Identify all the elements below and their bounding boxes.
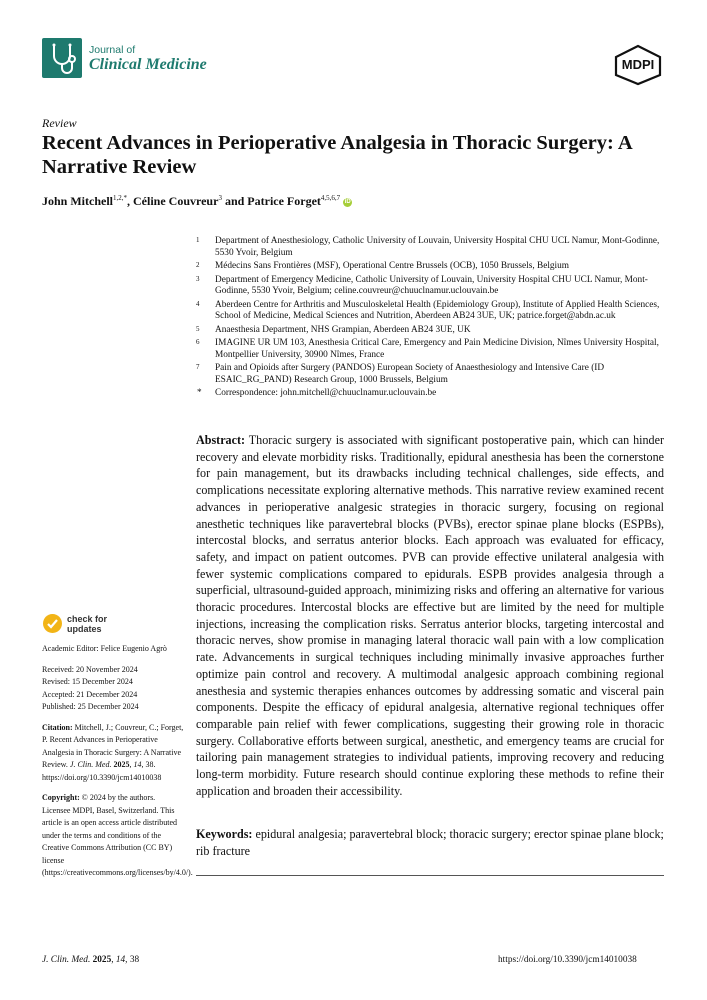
affiliation-item: 4 Aberdeen Centre for Arthritis and Musculoskeletal Health (Epidemiology Group), Institute of Applied Health Sciences, School of Medicine, Medical Sciences and Nutrition, Aberdeen AB24 3UE, UK; patrice.forget@abdn.ac.uk [196,299,660,321]
author-superscript: 4,5,6,7 [320,194,341,202]
author-name: Céline Couvreur [133,194,219,208]
citation: Citation: Mitchell, J.; Couvreur, C.; Forget, P. Recent Advances in Perioperative Analgesia in Thoracic Surgery: A Narrative Review. J. Clin. Med. 2025, 14, 38. https://doi.org/10.3390/jcm14010038 [42,722,184,782]
abstract-text: Thoracic surgery is associated with significant postoperative pain, which can hinder recovery and elevate morbidity risks. Traditionally, epidural anesthesia has been the cornerstone for pain management, but its drawbacks including technical challenges, side effects, and complications necessitate exploring alternative methods. This narrative review examined recent advances in perioperative analgesic strategies in thoracic surgery, focusing on regional anesthetic techniques like paravertebral blocks (PVBs), erector spinae plane blocks (ESPBs), intercostal blocks, and serratus anterior blocks. Each approach was evaluated for efficacy, safety, and impact on patient outcomes. PVB can provide effective unilateral analgesia with fewer systemic complications compared to epidurals. ESPB provides analgesia through a superficial, ultrasound-guided approach, minimizing risks and offering an alternative for various thoracic procedures. Intercostal blocks are effective but are limited by the need for multiple injections, increasing the complication risks. Serratus anterior blocks, targeting intercostal and thoracic nerves, show promise in managing lateral thoracic wall pain with a low complication rate. Advancements in surgical techniques including minimally invasive approaches further optimize pain control and recovery. A multimodal analgesic approach combining regional anesthesia and systemic therapies enhances outcomes by addressing somatic and visceral pain components. Despite the efficacy of epidural analgesia, alternative regional techniques offer comparable pain relief with fewer complications, suggesting their growing role in thoracic surgery. Collaborative efforts between surgical, anesthetic, and emergency teams are crucial for tailoring pain management strategies to individual patients, improving recovery and reducing long-term morbidity. Future research should continue exploring these methods to refine their application and broaden their accessibility. [196,433,664,798]
stethoscope-icon [42,38,82,78]
affiliation-item: 3 Department of Emergency Medicine, Catholic University of Louvain, University Hospital CHU UCL Namur, Mont-Godinne, 5530 Yvoir, Belgium; celine.couvreur@chuuclnamur.uclouvain.be [196,274,648,296]
abstract-label: Abstract: [196,433,246,447]
affiliation-list [196,236,674,402]
revised-date: Revised: 15 December 2024 [42,677,133,686]
author-name: John Mitchell [42,194,113,208]
mdpi-logo-icon [612,44,664,86]
divider [196,875,664,876]
affiliation-item: 5 Anaesthesia Department, NHS Grampian, Aberdeen AB24 3UE, UK [196,324,471,335]
article-title: Recent Advances in Perioperative Analgesia in Thoracic Surgery: A Narrative Review [42,132,632,178]
article-info-sidebar [42,643,193,880]
copyright: Copyright: © 2024 by the authors. Licensee MDPI, Basel, Switzerland. This article is an open access article distributed under the terms and conditions of the Creative Commons Attribution (CC BY) license (https://creativecommons.org/licenses/by/4.0/). [42,793,193,877]
keywords [196,826,664,859]
journal-name: Clinical Medicine [89,56,207,73]
keywords-text: epidural analgesia; paravertebral block; thoracic surgery; erector spinae plane block; rib fracture [196,827,664,858]
journal-prefix: Journal of [89,44,136,56]
abstract [196,432,664,799]
author-superscript: 3 [218,194,222,202]
affiliation-item: 7 Pain and Opioids after Surgery (PANDOS) European Society of Anaesthesiology and Intensive Care (ID ESAIC_RG_PAND) Research Group, 1000 Brussels, Belgium [196,363,605,385]
author-superscript: 1,2,* [113,194,127,202]
journal-logo [42,38,82,78]
accepted-date: Accepted: 21 December 2024 [42,689,138,699]
citation-doi-link[interactable]: , 38. https://doi.org/10.3390/jcm14010038 [42,760,162,782]
mdpi-logo-text: MDPI [621,57,655,72]
academic-editor: Academic Editor: Felice Eugenio Agrò [42,644,167,653]
received-date: Received: 20 November 2024 [42,664,138,674]
check-for-updates-icon[interactable] [42,613,63,634]
affiliation-item: 6 IMAGINE UR UM 103, Anesthesia Critical Care, Emergency and Pain Medicine Division, Nîmes University Hospital, Montpellier University, 30900 Nîmes, France [196,338,659,360]
orcid-icon[interactable]: iD [344,199,351,205]
affiliation-item: 2 Médecins Sans Frontières (MSF), Operational Centre Brussels (OCB), 1050 Brussels, Belgium [196,261,570,271]
author-name: Patrice Forget [247,194,321,208]
footer-citation: J. Clin. Med. 2025, 14, 38 [42,955,140,965]
published-date: Published: 25 December 2024 [42,702,139,711]
affiliation-item: 1 Department of Anesthesiology, Catholic University of Louvain, University Hospital CHU UCL Namur, Mont-Godinne, 5530 Yvoir, Belgium [196,236,660,258]
footer-doi-link[interactable]: https://doi.org/10.3390/jcm14010038 [498,955,637,965]
author-list: John Mitchell$^{1,2,*}$, Céline Couvreur$^3$ and Patrice Forget$^{4,5,6,7}$ iD [42,194,351,208]
correspondence: * Correspondence: john.mitchell@chuuclnamur.uclouvain.be [197,388,437,398]
article-type: Review [42,116,77,130]
keywords-label: Keywords: [196,827,253,841]
check-for-updates-button[interactable]: check for updates [67,614,108,634]
